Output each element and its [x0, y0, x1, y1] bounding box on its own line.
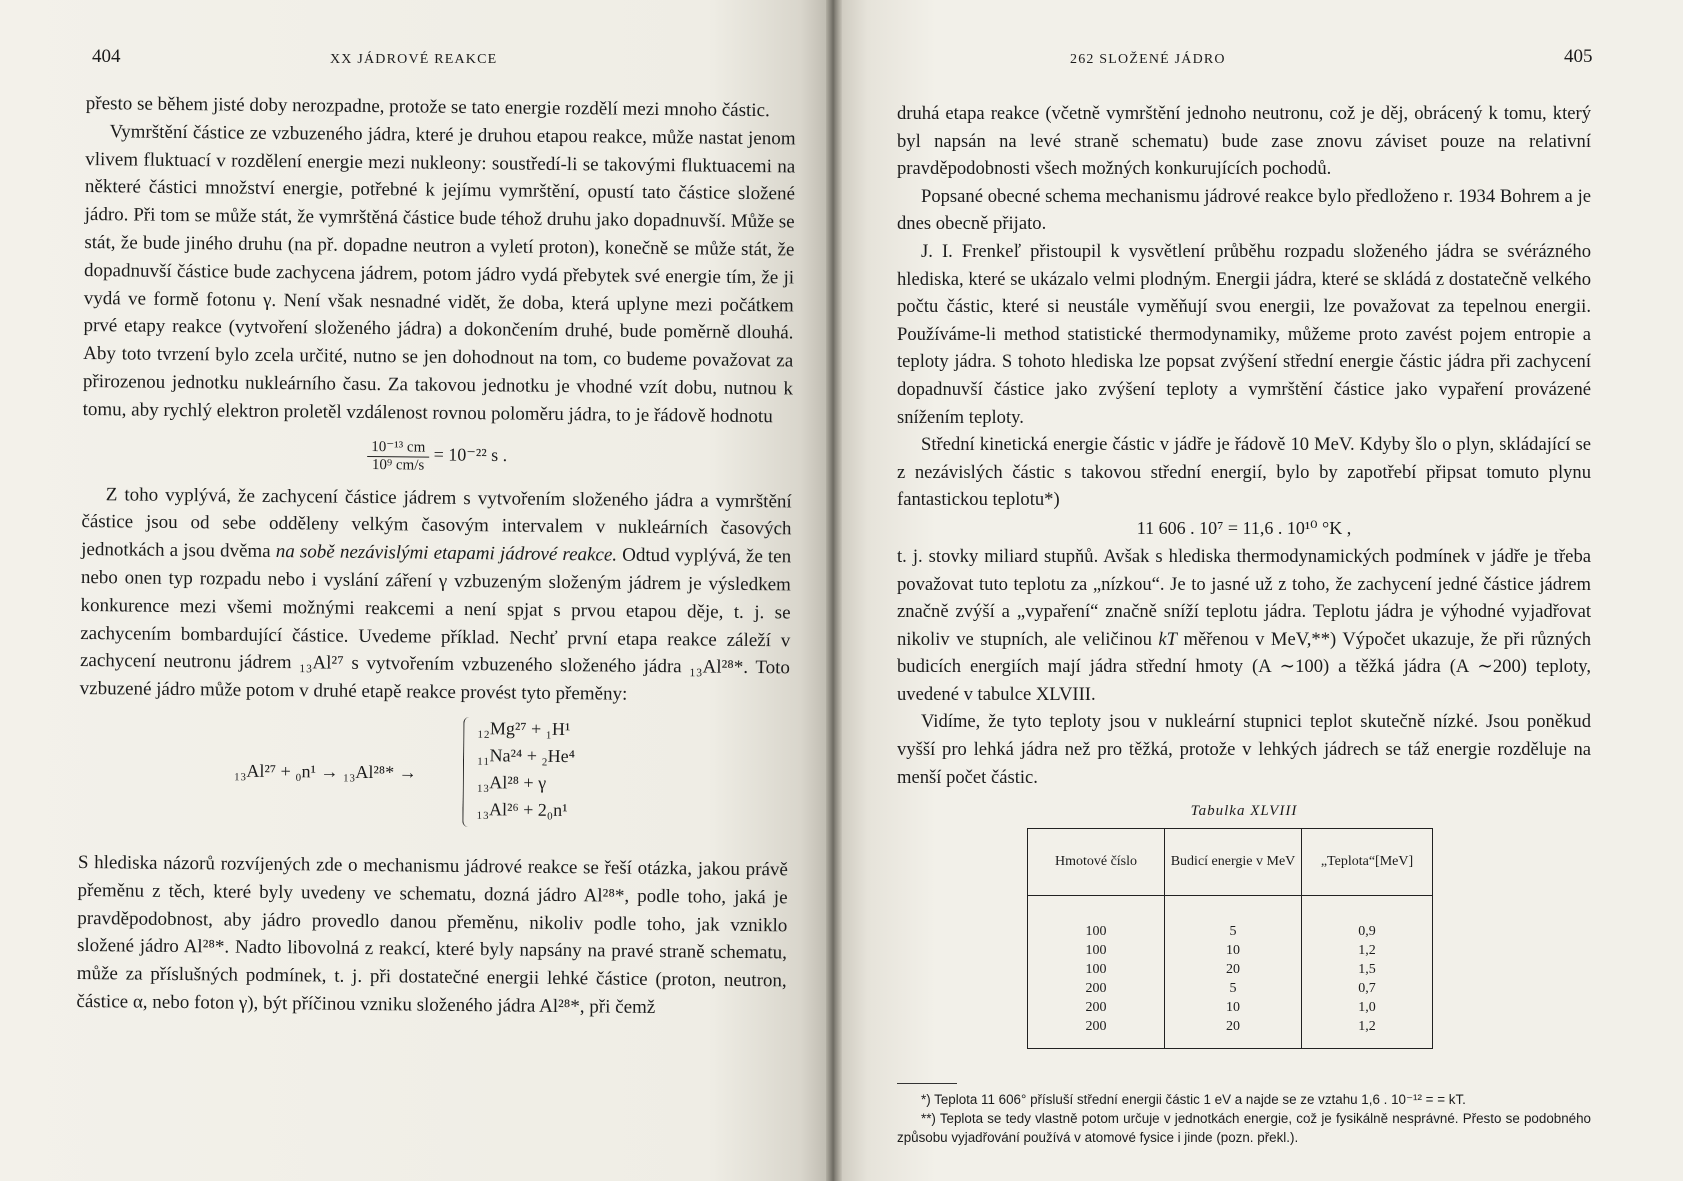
- text-run: Z toho vyplývá, že zachycení částice jádrem s vytvořením složeného jádra a vymrštění částice jsou od sebe odděleny velkým časovým intervalem v nukleárních časových jednotkách a jsou dvěma: [81, 483, 792, 563]
- reaction-product: ₁₁Na²⁴ + ₂He⁴: [476, 745, 576, 767]
- reaction-product: ₁₃Al²⁸ + γ: [476, 772, 547, 793]
- page-number: 405: [1564, 46, 1593, 67]
- paragraph: Střední kinetická energie částic v jádře je řádově 10 MeV. Kdyby šlo o plyn, skládající se z nezávislých částic s takovou střední energií, bylo by zapotřebí připsat tomuto plynu fantastickou teplotu*): [897, 434, 1591, 511]
- table-cell: 1,2: [1302, 941, 1433, 960]
- table-cell: 5: [1165, 979, 1302, 998]
- fraction: [367, 437, 429, 475]
- left-page: [0, 0, 834, 1181]
- reaction-scheme: [78, 711, 789, 842]
- column-header: Budicí energie v MeV: [1165, 829, 1302, 896]
- temperature-table: [1027, 828, 1433, 1049]
- page-number: 404: [92, 46, 121, 67]
- column-header: „Teplota“[MeV]: [1302, 829, 1433, 896]
- paragraph: Vidíme, že tyto teploty jsou v nukleární stupnici teplot skutečně nízké. Jsou poněkud vyšší pro lehká jádra než pro těžká, protože v lehkých jádrech se táž energie rozděluje na menší počet částic.: [897, 711, 1591, 788]
- table-cell: 10: [1165, 941, 1302, 960]
- footnotes: [897, 1090, 1591, 1147]
- paragraph: druhá etapa reakce (včetně vymrštění jednoho neutronu, což je děj, obrácený k tomu, který byl napsán na levé straně schematu) bude zase znovu záviset pouze na relativní pravděpodobnosti všech možných konkurujících pochodů.: [897, 103, 1591, 180]
- table-cell: 5: [1165, 896, 1302, 942]
- reaction-products: [476, 715, 575, 824]
- table-row: [1028, 960, 1433, 979]
- emphasis: na sobě nezávislými etapami jádrové reakce.: [275, 541, 618, 566]
- temperature-equation: 11 606 . 10⁷ = 11,6 . 10¹⁰ °K ,: [1136, 517, 1352, 538]
- left-text-column: [76, 90, 796, 1023]
- text-run: t. j. stovky miliard stupňů. Avšak s hlediska thermodynamických podmínek v jádře je třeba považovat tuto teplotu za „nízkou“. Je to jasné už z toho, že zachycení jedné částice jádrem značně zvýší a „vypaření“ značně sníží teplotu jádra. Teplotu jádra je výhodné vyjadřovat nikoliv ve stupních, ale veličinou: [897, 545, 1591, 650]
- footnote: *) Teplota 11 606° přísluší střední energii částic 1 eV a najde se ze vztahu 1,6 . 10⁻¹² = = kT.: [921, 1092, 1466, 1108]
- running-head: 262 SLOŽENÉ JÁDRO: [1070, 52, 1226, 67]
- paragraph: S hlediska názorů rozvíjených zde o mechanismu jádrové reakce se řeší otázka, jakou právě přeměnu z těch, které byly uvedeny ve schematu, dozná jádro Al²⁸*, podle toho, jaká je pravděpodobnost, aby jádro provedlo danou přeměnu, nikoliv podle toho, jak vzniklo složené jádro Al²⁸*. Nadto libovolná z reakcí, které byly napsány na pravé straně schematu, může za příslušných podmínek, t. j. při dostatečné energii lehké částice (proton, neutron, částice α, nebo foton γ), být příčinou vzniku složeného jádra Al²⁸*, při čemž: [76, 851, 788, 1018]
- footnote-rule: [897, 1083, 957, 1084]
- right-page: [834, 0, 1683, 1181]
- table-cell: 10: [1165, 998, 1302, 1017]
- paragraph: přesto se během jisté doby nerozpadne, protože se tato energie rozdělí mezi mnoho částic.: [85, 92, 770, 122]
- emphasis: kT: [1158, 628, 1177, 650]
- brace: [462, 717, 470, 827]
- paragraph: Popsané obecné schema mechanismu jádrové reakce bylo předloženo r. 1934 Bohrem a je dnes obecně přijato.: [897, 185, 1591, 235]
- fraction-numerator: 10⁻¹³ cm: [367, 437, 429, 458]
- table-cell: 200: [1028, 979, 1165, 998]
- table-row: [1028, 1017, 1433, 1049]
- table-cell: 0,9: [1302, 896, 1433, 942]
- fraction-result: = 10⁻²² s .: [433, 443, 508, 465]
- time-fraction-equation: [82, 434, 792, 478]
- fraction-denominator: 10⁹ cm/s: [371, 456, 425, 474]
- table-row: [1028, 998, 1433, 1017]
- paragraph: [80, 481, 792, 711]
- table-cell: 100: [1028, 960, 1165, 979]
- paragraph: Vymrštění částice ze vzbuzeného jádra, které je druhou etapou reakce, může nastat jenom vlivem fluktuací v rozdělení energie mezi nukleony: soustředí-li se takovými fluktuacemi na některé částici množství energie, potřebné k jejímu vymrštění, opustí tato částice složené jádro. Při tom se může stát, že vymrštěná částice bude téhož druhu jako dopadnuvší. Může se stát, že bude jiného druhu (na př. dopadne neutron a vyletí proton), konečně se může stát, že dopadnuvší částice bude zachycena jádrem, potom jádro vydá přebytek své energie tím, že ji vydá ve formě fotonu γ. Není však nesnadné vidět, že doba, která uplyne mezi počátkem prvé etapy reakce (vytvoření složeného jádra) a dokončením druhé, bude poměrně dlouhá. Aby toto tvrzení bylo zcela určité, nutno se jen dohodnout na tom, co budeme považovat za přirozenou jednotku nukleárního času. Za takovou jednotku je vhodné vzít dobu, nutnou k tomu, aby rychlý elektron proletěl vzdálenost rovnou poloměru jádra, to je řádově hodnotu: [82, 121, 796, 427]
- table-cell: 20: [1165, 960, 1302, 979]
- table-row: [1028, 979, 1433, 998]
- reaction-input: ₁₃Al²⁷ + ₀n¹ → ₁₃Al²⁸* →: [233, 760, 417, 783]
- right-text-column: [897, 100, 1591, 1147]
- table-cell: 200: [1028, 1017, 1165, 1049]
- footnote: **) Teplota se tedy vlastně potom určuje v jednotkách energie, což je fysikálně nesprávné. Přesto se podobného způsobu vyjadřování používá v atomové fysice i jinde (pozn. překl.).: [897, 1111, 1591, 1146]
- table-row: [1028, 896, 1433, 942]
- table-cell: 0,7: [1302, 979, 1433, 998]
- table-header-row: [1028, 829, 1433, 896]
- running-head: XX JÁDROVÉ REAKCE: [330, 52, 498, 67]
- paragraph: J. I. Frenkeľ přistoupil k vysvětlení průběhu rozpadu složeného jádra se svérázného hlediska, které se ukázalo velmi plodným. Energii jádra, které se skládá z dostatečně velkého počtu částic, které si neustále vyměňují svou energii, lze považovat za tepelnou energii. Používáme-li method statistické thermodynamiky, můžeme proto zavést pojem entropie a teploty jádra. S tohoto hlediska lze popsat zvýšení střední energie částic jádra při zachycení dopadnuvší částice jako zvýšení teploty a vymrštění částice jako vypaření provázené snížením teploty.: [897, 240, 1591, 428]
- text-run: měřenou v MeV,**) Výpočet ukazuje, že při různých budicích energiích mají jádra střední hmoty (A ∼100) a těžká jádra (A ∼200) teploty, uvedené v tabulce XLVIII.: [897, 628, 1591, 705]
- paragraph: [897, 543, 1591, 709]
- column-header: Hmotové číslo: [1028, 829, 1165, 896]
- table-cell: 1,2: [1302, 1017, 1433, 1049]
- table-caption: Tabulka XLVIII: [1190, 803, 1298, 820]
- reaction-product: ₁₂Mg²⁷ + ₁H¹: [477, 718, 571, 740]
- book-gutter: [826, 0, 842, 1181]
- table-cell: 100: [1028, 941, 1165, 960]
- reaction-product: ₁₃Al²⁶ + 2₀n¹: [476, 799, 568, 821]
- text-run: Odtud vyplývá, že ten nebo onen typ rozpadu nebo i vyslání záření γ vzbuzeným složeným jádrem je výsledkem konkurence mezi všemi možnými reakcemi a není spjat s prvou etapou děje, t. j. se zachycením bombardující částice. Uvedeme příklad. Nechť první etapa reakce záleží v zachycení neutronu jádrem ₁₃Al²⁷ s vytvořením vzbuzeného složeného jádra ₁₃Al²⁸*. Toto vzbuzené jádro může potom v druhé etapě reakce provést tyto přeměny:: [79, 544, 792, 705]
- table-cell: 100: [1028, 896, 1165, 942]
- table-row: [1028, 941, 1433, 960]
- table-cell: 1,0: [1302, 998, 1433, 1017]
- table-cell: 200: [1028, 998, 1165, 1017]
- table-cell: 20: [1165, 1017, 1302, 1049]
- table-cell: 1,5: [1302, 960, 1433, 979]
